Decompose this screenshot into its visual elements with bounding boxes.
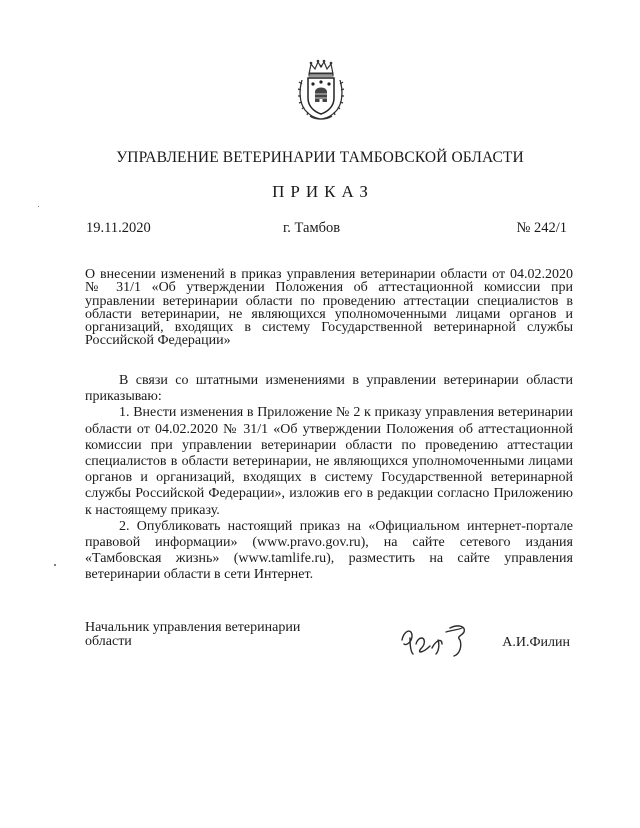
body-intro: В связи со штатными изменениями в управлении ветеринарии области приказываю: (85, 373, 573, 405)
order-body (85, 373, 573, 584)
scan-speck (54, 564, 56, 566)
coat-of-arms-icon (296, 58, 346, 122)
order-date: 19.11.2020 (86, 220, 151, 236)
order-number: № 242/1 (516, 220, 567, 236)
scan-speck (38, 206, 39, 207)
signer-name: А.И.Филин (502, 635, 570, 650)
body-item-2: 2. Опубликовать настоящий приказ на «Официальном интернет-портале правовой информации» (www.pravo.gov.ru), на сайте сетевого издания «Тамбовская жизнь» (www.tamlife.ru), разместить на сайте управления ветеринарии области в сети Интернет. (85, 518, 573, 583)
signer-title: Начальник управления ветеринарии области (85, 620, 301, 649)
handwritten-signature-icon (398, 618, 480, 660)
order-subject: О внесении изменений в приказ управления ветеринарии области от 04.02.2020 № 31/1 «Об утверждении Положения об аттестационной комиссии при управлении ветеринарии области по проведению аттестации специалистов в области ветеринарии, не являющихся уполномоченными лицами органов и организаций, входящих в систему Государственной ветеринарной службы Российской Федерации» (85, 267, 573, 349)
body-item-1: 1. Внести изменения в Приложение № 2 к приказу управления ветеринарии области от 04.02.2020 № 31/1 «Об утверждении Положения об аттестационной комиссии при управлении ветеринарии области по проведению аттестации специалистов в области ветеринарии, не являющихся уполномоченными лицами органов и организаций, входящих в систему Государственной ветеринарной службы Российской Федерации», изложив его в редакции согласно Приложению к настоящему приказу. (85, 405, 573, 518)
order-city: г. Тамбов (283, 220, 341, 236)
document-type: ПРИКАЗ (272, 182, 374, 201)
organization-title: УПРАВЛЕНИЕ ВЕТЕРИНАРИИ ТАМБОВСКОЙ ОБЛАСТИ (116, 149, 524, 166)
